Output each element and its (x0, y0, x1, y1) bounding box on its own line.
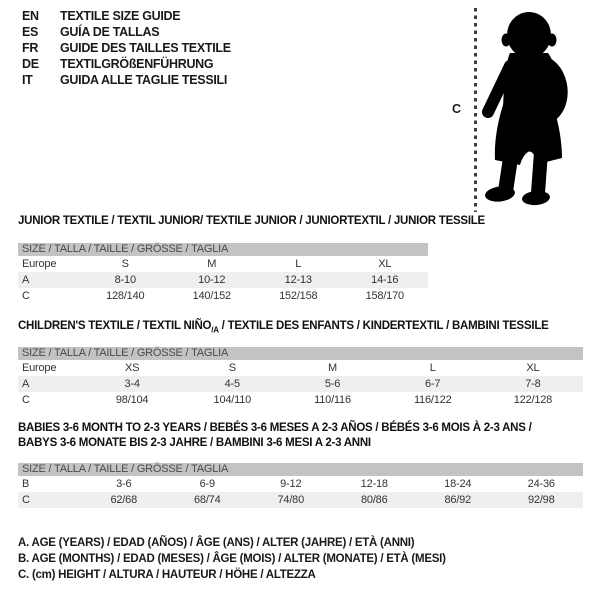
height-marker-label: C (452, 102, 462, 116)
babies-size-table (18, 463, 583, 508)
children-section-title (18, 320, 549, 334)
table-cell: 128/140 (106, 290, 145, 302)
table-cell: 104/110 (213, 394, 252, 406)
babies-section-title-line1: BABIES 3-6 MONTH TO 2-3 YEARS / BEBÉS 3-6 MESES A 2-3 AÑOS / BÉBÉS 3-6 MOIS À 2-3 ANS / (18, 422, 532, 434)
table-cell: 4-5 (224, 378, 240, 390)
junior-size-table (18, 243, 428, 304)
table-row (18, 360, 583, 376)
table-cell: 158/170 (365, 290, 404, 302)
language-code: IT (22, 73, 33, 87)
language-row-fr (22, 40, 231, 56)
table-cell: 80/86 (360, 494, 388, 506)
table-cell: 6-7 (425, 378, 441, 390)
language-list (22, 8, 231, 88)
table-cell: 3-4 (124, 378, 140, 390)
table-row (18, 256, 428, 272)
size-header-bar: SIZE / TALLA / TAILLE / GRÖSSE / TAGLIA (18, 347, 583, 360)
row-label: A (22, 378, 30, 390)
table-row (18, 392, 583, 408)
table-cell: S (228, 362, 236, 374)
table-cell: 7-8 (525, 378, 541, 390)
title-subscript: /A (211, 325, 219, 335)
table-cell: 12-18 (360, 478, 388, 490)
table-cell: 62/68 (110, 494, 138, 506)
table-row (18, 476, 583, 492)
table-cell: 10-12 (198, 274, 226, 286)
table-cell: 6-9 (199, 478, 215, 490)
children-size-table (18, 347, 583, 408)
height-measure-dashed-line (474, 8, 477, 212)
table-cell: XL (378, 258, 392, 270)
babies-section-title-line2: BABYS 3-6 MONATE BIS 2-3 JAHRE / BAMBINI 3-6 MESI A 2-3 ANNI (18, 437, 371, 449)
language-code: DE (22, 57, 39, 71)
language-row-de (22, 56, 231, 72)
table-cell: 74/80 (277, 494, 305, 506)
table-cell: 98/104 (115, 394, 149, 406)
table-row (18, 492, 583, 508)
table-cell: S (121, 258, 129, 270)
language-row-es (22, 24, 231, 40)
table-row (18, 376, 583, 392)
language-label: GUIDA ALLE TAGLIE TESSILI (60, 73, 228, 87)
row-label: C (22, 494, 30, 506)
table-cell: 8-10 (114, 274, 136, 286)
table-row (18, 288, 428, 304)
footnote-a: A. AGE (YEARS) / EDAD (AÑOS) / ÂGE (ANS) / ALTER (JAHRE) / ETÀ (ANNI) (18, 537, 415, 549)
table-row (18, 272, 428, 288)
row-label: Europe (22, 362, 57, 374)
table-cell: 12-13 (284, 274, 312, 286)
table-cell: 18-24 (444, 478, 472, 490)
footnote-b: B. AGE (MONTHS) / EDAD (MESES) / ÂGE (MOIS) / ALTER (MONATE) / ETÀ (MESI) (18, 553, 446, 565)
table-cell: XL (526, 362, 540, 374)
footnote-legend (18, 535, 446, 583)
table-cell: 14-16 (371, 274, 399, 286)
row-label: A (22, 274, 30, 286)
language-code: EN (22, 9, 39, 23)
language-label: TEXTILGRÖßENFÜHRUNG (60, 57, 214, 71)
table-cell: 3-6 (116, 478, 132, 490)
language-row-it (22, 72, 231, 88)
table-cell: 116/122 (413, 394, 452, 406)
table-cell: M (328, 362, 337, 374)
table-cell: L (295, 258, 302, 270)
table-cell: M (207, 258, 217, 270)
baby-silhouette-icon (482, 8, 572, 208)
title-text: CHILDREN'S TEXTILE / TEXTIL NIÑO (18, 320, 212, 332)
table-cell: 122/128 (513, 394, 553, 406)
table-cell: 24-36 (527, 478, 555, 490)
table-cell: 86/92 (444, 494, 472, 506)
language-label: GUÍA DE TALLAS (60, 25, 160, 39)
language-row-en (22, 8, 231, 24)
size-header-bar: SIZE / TALLA / TAILLE / GRÖSSE / TAGLIA (18, 463, 583, 476)
language-label: TEXTILE SIZE GUIDE (60, 9, 181, 23)
language-label: GUIDE DES TAILLES TEXTILE (60, 41, 231, 55)
table-cell: XS (124, 362, 140, 374)
junior-section-title: JUNIOR TEXTILE / TEXTIL JUNIOR/ TEXTILE JUNIOR / JUNIORTEXTIL / JUNIOR TESSILE (18, 215, 485, 227)
table-cell: 152/158 (279, 290, 318, 302)
table-cell: 92/98 (527, 494, 555, 506)
language-code: ES (22, 25, 39, 39)
table-cell: L (429, 362, 436, 374)
size-header-bar: SIZE / TALLA / TAILLE / GRÖSSE / TAGLIA (18, 243, 428, 256)
row-label: B (22, 478, 30, 490)
language-code: FR (22, 41, 39, 55)
table-cell: 140/152 (192, 290, 231, 302)
title-text: / TEXTILE DES ENFANTS / KINDERTEXTIL / BAMBINI TESSILE (218, 320, 549, 332)
footnote-c: C. (cm) HEIGHT / ALTURA / HAUTEUR / HÖHE / ALTEZZA (18, 569, 316, 581)
row-label: Europe (22, 258, 57, 270)
table-cell: 68/74 (193, 494, 221, 506)
row-label: C (22, 290, 30, 302)
row-label: C (22, 394, 30, 406)
table-cell: 110/116 (314, 394, 351, 406)
table-cell: 5-6 (324, 378, 341, 390)
table-cell: 9-12 (280, 478, 302, 490)
